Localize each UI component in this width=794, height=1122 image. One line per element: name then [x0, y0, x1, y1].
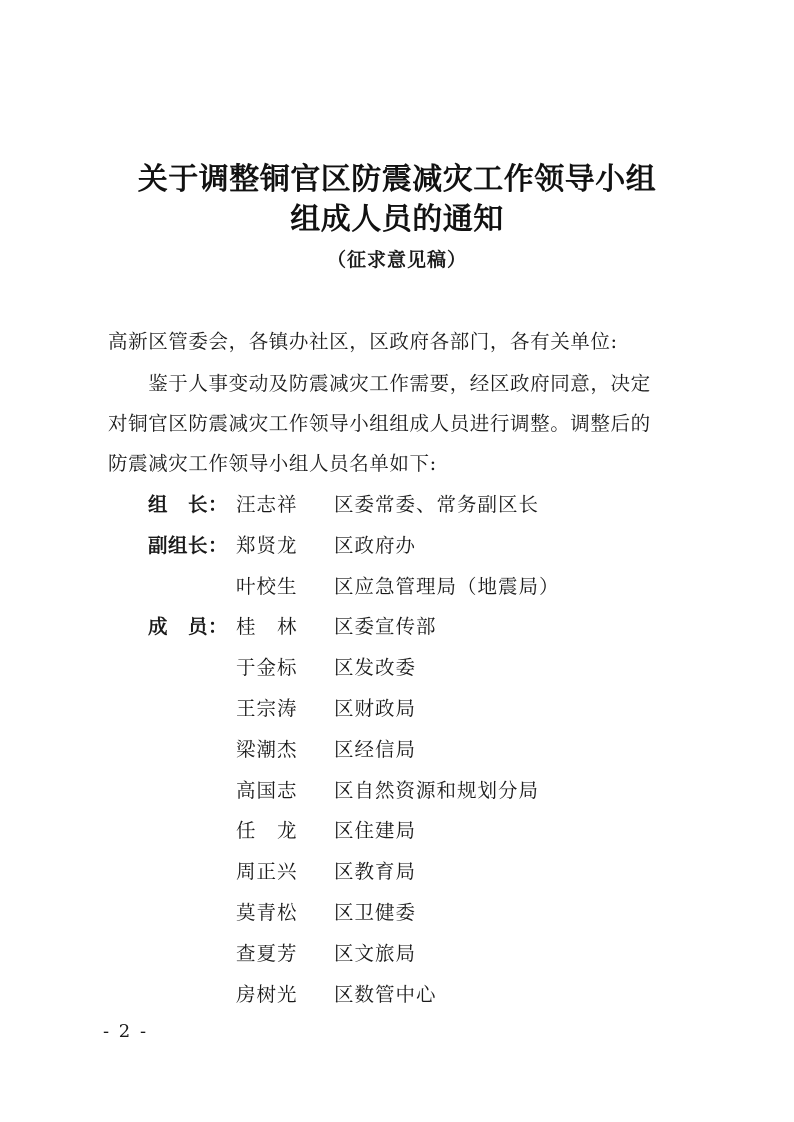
member-organization: 区应急管理局（地震局）	[334, 574, 560, 598]
member-name: 于金标	[236, 656, 298, 680]
member-role: 副组长：	[148, 533, 229, 557]
member-name: 郑贤龙	[236, 533, 298, 557]
member-name: 王宗涛	[236, 697, 298, 720]
body-line-1: 鉴于人事变动及防震减灾工作需要，经区政府同意，决定	[108, 372, 651, 395]
member-organization: 区自然资源和规划分局	[334, 778, 540, 802]
member-row	[0, 689, 794, 729]
member-row	[0, 607, 794, 647]
member-name: 桂 林	[236, 615, 298, 639]
member-name: 汪志祥	[236, 493, 298, 516]
member-organization: 区住建局	[334, 819, 417, 843]
member-name: 梁潮杰	[236, 737, 298, 761]
member-name: 周正兴	[236, 860, 298, 884]
member-role: 成 员：	[148, 615, 229, 639]
document-subtitle: （征求意见稿）	[326, 249, 467, 271]
document-title-line-1: 关于调整铜官区防震减灾工作领导小组	[137, 162, 657, 197]
member-name: 莫青松	[236, 901, 298, 924]
member-organization: 区委宣传部	[334, 615, 437, 639]
member-name: 查夏芳	[236, 941, 298, 965]
member-organization: 区财政局	[334, 697, 417, 720]
member-name: 任 龙	[236, 819, 298, 843]
member-row	[0, 893, 794, 933]
member-organization: 区发改委	[334, 656, 417, 680]
member-row	[0, 811, 794, 851]
member-row	[0, 526, 794, 566]
member-role: 组 长：	[148, 493, 229, 516]
body-line-2: 对铜官区防震减灾工作领导小组组成人员进行调整。调整后的	[108, 412, 651, 435]
document-title-line-2: 组成人员的通知	[290, 202, 504, 237]
member-organization: 区委常委、常务副区长	[334, 493, 540, 516]
member-name: 高国志	[236, 778, 298, 802]
member-organization: 区数管中心	[334, 982, 437, 1006]
member-row	[0, 771, 794, 811]
member-row	[0, 648, 794, 688]
member-organization: 区经信局	[334, 737, 417, 761]
salutation: 高新区管委会，各镇办社区，区政府各部门，各有关单位:	[108, 330, 618, 353]
member-organization: 区教育局	[334, 860, 417, 884]
member-row	[0, 975, 794, 1015]
member-row	[0, 485, 794, 525]
member-row	[0, 852, 794, 892]
member-organization: 区文旅局	[334, 941, 417, 965]
member-organization: 区卫健委	[334, 901, 417, 924]
member-organization: 区政府办	[334, 533, 417, 557]
body-line-3: 防震减灾工作领导小组人员名单如下:	[108, 452, 437, 475]
member-row	[0, 730, 794, 770]
page-number: - 2 -	[103, 1021, 149, 1042]
member-row	[0, 934, 794, 974]
member-name: 房树光	[236, 982, 298, 1006]
member-name: 叶校生	[236, 574, 298, 598]
member-row	[0, 567, 794, 607]
